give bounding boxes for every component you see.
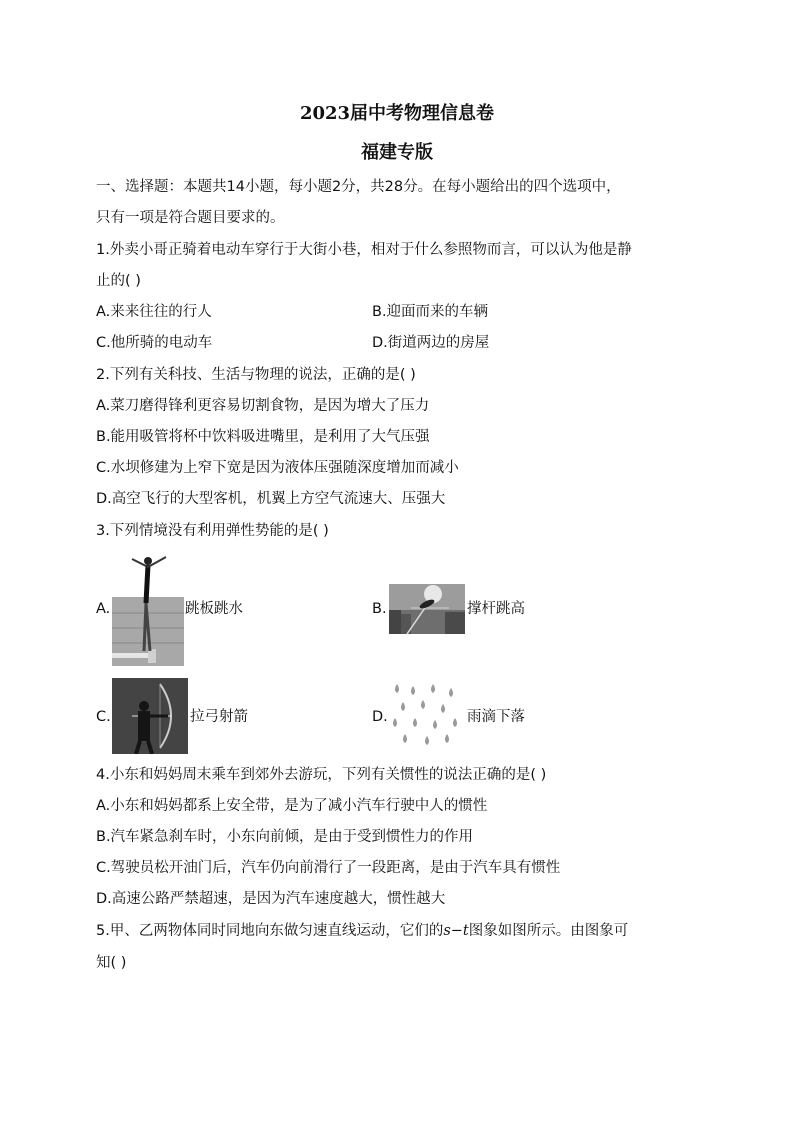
q4-option-a: A.小东和妈妈都系上安全带，是为了减小汽车行驶中人的惯性 [96, 798, 488, 814]
q2-stem: 2.下列有关科技、生活与物理的说法，正确的是( ) [96, 367, 416, 383]
page-subtitle: 福建专版 [361, 142, 433, 163]
q5-stem-text-b: 图象如图所示。由图象可 [468, 923, 629, 939]
q3-option-a-caption: 跳板跳水 [185, 601, 243, 617]
q2-option-b: B.能用吸管将杯中饮料吸进嘴里，是利用了大气压强 [96, 429, 430, 445]
q1-option-a: A.来来往往的行人 [96, 304, 212, 320]
q2-option-d: D.高空飞行的大型客机，机翼上方空气流速大、压强大 [96, 491, 446, 507]
q5-stem-text-a: 5.甲、乙两物体同时同地向东做匀速直线运动，它们的 [96, 923, 444, 939]
q3-option-a-letter: A. [96, 601, 111, 617]
q3-option-b-caption: 撑杆跳高 [467, 601, 525, 617]
q1-option-b: B.迎面而来的车辆 [372, 304, 489, 320]
q4-option-c: C.驾驶员松开油门后，汽车仍向前滑行了一段距离，是由于汽车具有惯性 [96, 860, 561, 876]
q3-option-c-letter: C. [96, 709, 111, 725]
q4-option-b: B.汽车紧急刹车时，小东向前倾，是由于受到惯性力的作用 [96, 829, 474, 845]
q5-stem-line1 [96, 921, 628, 941]
q1-option-c: C.他所骑的电动车 [96, 335, 213, 351]
q1-stem-line1: 1.外卖小哥正骑着电动车穿行于大街小巷，相对于什么参照物而言，可以认为他是静 [96, 242, 632, 258]
q4-option-d: D.高速公路严禁超速，是因为汽车速度越大，惯性越大 [96, 891, 446, 907]
q3-option-b-letter: B. [372, 601, 387, 617]
section-intro-line1: 一、选择题：本题共14小题，每小题2分，共28分。在每小题给出的四个选项中， [96, 179, 621, 195]
page-title: 2023届中考物理信息卷 [299, 103, 495, 124]
raindrops-picture [389, 682, 465, 750]
q2-option-a: A.菜刀磨得锋利更容易切割食物，是因为增大了压力 [96, 398, 430, 414]
section-intro-line2: 只有一项是符合题目要求的。 [96, 210, 285, 226]
q2-option-c: C.水坝修建为上窄下宽是因为液体压强随深度增加而减小 [96, 460, 459, 476]
q5-s-t-symbol: s−t [443, 923, 469, 939]
q1-stem-line2: 止的( ) [96, 273, 141, 289]
q3-option-d-letter: D. [372, 709, 388, 725]
q5-stem-line2: 知( ) [96, 955, 127, 971]
q4-stem: 4.小东和妈妈周末乘车到郊外去游玩，下列有关惯性的说法正确的是( ) [96, 767, 547, 783]
archery-photo [112, 678, 188, 754]
q1-option-d: D.街道两边的房屋 [372, 335, 490, 351]
q3-option-c-caption: 拉弓射箭 [190, 709, 248, 725]
pole-vault-photo [389, 584, 465, 634]
diving-board-photo [112, 553, 184, 666]
q3-option-d-caption: 雨滴下落 [467, 709, 525, 725]
q3-stem: 3.下列情境没有利用弹性势能的是( ) [96, 523, 329, 539]
